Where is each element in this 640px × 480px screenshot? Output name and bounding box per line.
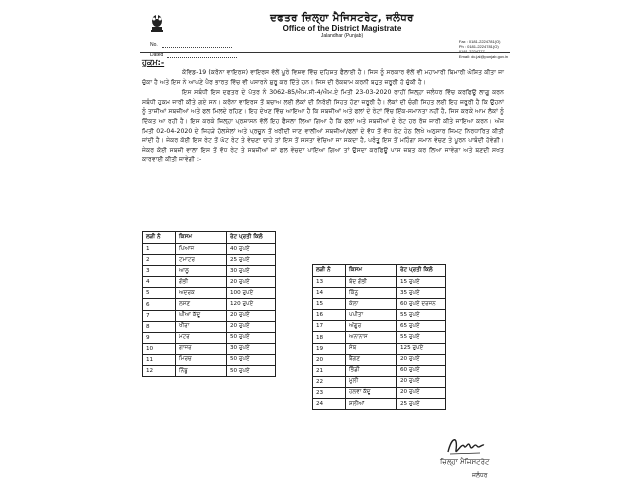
serial-cell: 9 [143, 332, 176, 343]
serial-cell: 17 [313, 321, 346, 332]
number-label: No. [150, 42, 158, 48]
col-header-serial: ਲੜੀ ਨੰ [143, 232, 176, 244]
serial-cell: 11 [143, 354, 176, 365]
serial-cell: 14 [313, 288, 346, 299]
item-cell: ਅੰਗੂਰ [346, 321, 397, 332]
table-row [313, 343, 446, 354]
table-row [313, 321, 446, 332]
number-blank [162, 40, 232, 48]
item-cell: ਗੋਭੀ [176, 277, 227, 288]
rate-cell: 50 ਰੁਪਏ [227, 332, 276, 343]
serial-cell: 18 [313, 332, 346, 343]
item-cell: ਸੇਬ [346, 343, 397, 354]
serial-cell: 6 [143, 299, 176, 310]
table-row [143, 354, 276, 365]
dated-label: Dated [150, 52, 164, 58]
item-cell: ਪਪੀਤਾ [346, 310, 397, 321]
serial-cell: 5 [143, 288, 176, 299]
rate-cell: 65 ਰੁਪਏ [397, 321, 446, 332]
serial-cell: 4 [143, 277, 176, 288]
item-cell: ਅਨਾਨਾਸ [346, 332, 397, 343]
serial-cell: 24 [313, 399, 346, 410]
rate-cell: 40 ਰੁਪਏ [227, 244, 276, 255]
item-cell: ਸ਼ਲੀਆਂ [346, 399, 397, 410]
contact-line: Fax : 0181-2224781(O) [458, 39, 501, 44]
item-cell: ਪਿਆਜ [176, 244, 227, 255]
contact-line: 0181-2224777 [458, 49, 485, 54]
table-row [143, 255, 276, 266]
contact-block [459, 39, 508, 59]
rate-cell: 25 ਰੁਪਏ [227, 255, 276, 266]
table-row [143, 277, 276, 288]
table-row [313, 376, 446, 387]
table-row [313, 288, 446, 299]
rate-cell: 20 ਰੁਪਏ [397, 387, 446, 398]
table-row [313, 332, 446, 343]
item-cell: ਭਿੰਡੀ [346, 365, 397, 376]
item-cell: ਗਾਜਰ [176, 343, 227, 354]
order-paragraph: ਇਸ ਸਬੰਧੀ ਇਸ ਦਫਤਰ ਦੇ ਪੱਤਰ ਨੰ 3062-85/ਐਮ.ਸੀ-4/ਐਮ.ਏ ਮਿਤੀ 23-03-2020 ਰਾਹੀਂ ਜ਼ਿਲ੍ਹਾ ਜਲੰਧਰ ਵਿੱਚ ਕਰਫਿਊ ਲਾਗੂ ਕਰਨ ਸਬੰਧੀ ਹੁਕਮ ਜਾਰੀ ਕੀਤੇ ਗਏ ਸਨ। ਕਰੋਨਾ ਵਾਇਰਸ ਤੋਂ ਬਚਾਅ ਲਈ ਲੋਕਾਂ ਦੀ ਨਿਰੋਈ ਸਿਹਤ ਹੋਣਾ ਜ਼ਰੂਰੀ ਹੈ। ਲੋਕਾਂ ਦੀ ਚੰਗੀ ਸਿਹਤ ਲਈ ਇਹ ਜ਼ਰੂਰੀ ਹੈ ਕਿ ਉਹਨਾਂ ਨੂੰ ਤਾਜ਼ੀਆਂ ਸਬਜ਼ੀਆਂ ਅਤੇ ਫਲ ਮਿਲਦੇ ਰਹਿਣ। ਇਹ ਦੇਖਣ ਵਿੱਚ ਆਇਆ ਹੈ ਕਿ ਸਬਜ਼ੀਆਂ ਅਤੇ ਫਲਾਂ ਦੇ ਰੇਟਾਂ ਵਿੱਚ ਇੱਕ-ਸਮਾਨਤਾ ਨਹੀਂ ਹੈ, ਜਿਸ ਕਰਕੇ ਆਮ ਲੋਕਾਂ ਨੂੰ ਦਿੱਕਤ ਆ ਰਹੀ ਹੈ। ਇਸ ਕਰਕੇ ਜ਼ਿਲ੍ਹਾ ਪ੍ਰਸ਼ਾਸਨ ਵੱਲੋਂ ਇਹ ਫੈਸਲਾ ਲਿਆ ਗਿਆ ਹੈ ਕਿ ਫਲਾਂ ਅਤੇ ਸਬਜ਼ੀਆਂ ਦੇ ਰੇਟ ਹਰ ਰੋਜ਼ ਜਾਰੀ ਕੀਤੇ ਜਾਇਆ ਕਰਨ। ਅੱਜ ਮਿਤੀ 02-04-2020 ਦੇ ਜਿਹੜੇ ਹੋਲਸੇਲਾਂ ਅਤੇ ਪ੍ਰਚੂਨ ਤੋਂ ਖਰੀਦੀ ਜਾਣ ਵਾਲੀਆਂ ਸਬਜ਼ੀਆਂ/ਫਲਾਂ ਦੇ ਵੱਧ ਤੋਂ ਵੱਧ ਰੇਟ ਹੇਠ ਲਿਖੇ ਅਨੁਸਾਰ ਜਿਮਟ ਨਿਰਧਾਰਿਤ ਕੀਤੀ ਜਾਂਦੀ ਹੈ। ਜੇਕਰ ਕੋਈ ਇਸ ਰੇਟ ਤੋਂ ਘੱਟ ਰੇਟ ਤੇ ਵੇਚਣਾ ਚਾਹੇ ਤਾਂ ਇਸ ਤੋਂ ਸਸਤਾ ਵੇਚਿਆ ਜਾ ਸਕਦਾ ਹੈ, ਪਰੰਤੂ ਇਸ ਤੋਂ ਮਹਿੰਗਾ ਸਮਾਨ ਵੇਚਣ ਤੇ ਪੂਰਨ ਪਾਬੰਦੀ ਹੋਵੇਗੀ। ਜੇਕਰ ਕੋਈ ਸਬਜ਼ੀ ਵਾਲਾ ਇਸ ਤੋਂ ਵੱਧ ਰੇਟ ਤੇ ਸਬਜ਼ੀਆਂ ਜਾਂ ਫਲ ਵੇਚਦਾ ਪਾਇਆ ਗਿਆ ਤਾਂ ਉਸਦਾ ਕਰਫਿਊ ਪਾਸ ਜ਼ਬਤ ਕਰ ਲਿਆ ਜਾਵੇਗਾ ਅਤੇ ਬਣਦੀ ਸਖਤ ਕਾਰਵਾਈ ਕੀਤੀ ਜਾਵੇਗੀ :- [142, 89, 504, 164]
serial-cell: 13 [313, 277, 346, 288]
item-cell: ਘੀਆ ਕੱਦੂ [176, 310, 227, 321]
rate-cell: 35 ਰੁਪਏ [397, 288, 446, 299]
item-cell: ਲਸਣ [176, 299, 227, 310]
office-city: Jalandhar (Punjab) [320, 33, 364, 39]
rate-cell: 120 ਰੁਪਏ [227, 299, 276, 310]
serial-cell: 16 [313, 310, 346, 321]
signatory-designation: ਜ਼ਿਲ੍ਹਾ ਮੈਜਿਸਟਰੇਟ [440, 458, 490, 466]
item-cell: ਅਦਰਕ [176, 288, 227, 299]
table-row [143, 343, 276, 354]
table-row [313, 310, 446, 321]
rate-cell: 60 ਰੁਪਏ ਦਰਜਨ [397, 299, 446, 310]
col-header-rate: ਰੇਟ ਪ੍ਰਤੀ ਕਿਲੋ [227, 232, 276, 244]
rate-cell: 20 ਰੁਪਏ [227, 321, 276, 332]
table-row [143, 310, 276, 321]
header-divider [140, 52, 510, 53]
table-row [143, 332, 276, 343]
serial-cell: 8 [143, 321, 176, 332]
item-cell: ਬੰਦ ਗੋਭੀ [346, 277, 397, 288]
contact-line: Email: dc.jal@punjab.gov.in [458, 54, 508, 59]
order-heading: ਹੁਕਮ:- [142, 58, 165, 67]
item-cell: ਖੀਰਾ [176, 321, 227, 332]
rate-cell: 50 ਰੁਪਏ [227, 366, 276, 377]
rate-cell: 20 ਰੁਪਏ [397, 376, 446, 387]
rate-cell: 60 ਰੁਪਏ [397, 365, 446, 376]
table-row [143, 299, 276, 310]
rate-cell: 25 ਰੁਪਏ [397, 399, 446, 410]
item-cell: ਹਲਵਾ ਕੱਦੂ [346, 387, 397, 398]
table-row [143, 266, 276, 277]
table-row [143, 321, 276, 332]
table-row [143, 366, 276, 377]
table-row [313, 399, 446, 410]
serial-cell: 15 [313, 299, 346, 310]
table-row [313, 299, 446, 310]
signatory-city: ਜਲੰਧਰ [472, 472, 488, 479]
item-cell: ਬੈਂਗਣ [346, 354, 397, 365]
serial-cell: 2 [143, 255, 176, 266]
contact-line: Ph : 0181-2224781(O) [458, 44, 499, 49]
item-cell: ਟਮਾਟਰ [176, 255, 227, 266]
reference-fields [150, 40, 237, 60]
rates-table-right [312, 264, 446, 410]
rate-cell: 20 ਰੁਪਏ [227, 277, 276, 288]
serial-cell: 20 [313, 354, 346, 365]
rate-cell: 30 ਰੁਪਏ [227, 343, 276, 354]
office-title-english: Office of the District Magistrate [282, 24, 402, 33]
table-row [313, 387, 446, 398]
col-header-rate: ਰੇਟ ਪ੍ਰਤੀ ਕਿਲੋ [397, 265, 446, 277]
serial-cell: 12 [143, 366, 176, 377]
col-header-serial: ਲੜੀ ਨੰ [313, 265, 346, 277]
table-row [313, 365, 446, 376]
rates-table-left [142, 231, 276, 377]
letterhead [126, 0, 514, 59]
state-emblem-icon [148, 12, 166, 34]
rate-cell: 55 ਰੁਪਏ [397, 332, 446, 343]
serial-cell: 22 [313, 376, 346, 387]
table-row [143, 288, 276, 299]
item-cell: ਕਿੰਨੂ [346, 288, 397, 299]
table-row [313, 277, 446, 288]
serial-cell: 10 [143, 343, 176, 354]
serial-cell: 1 [143, 244, 176, 255]
item-cell: ਨਿੰਬੂ [176, 366, 227, 377]
rate-cell: 50 ਰੁਪਏ [227, 354, 276, 365]
order-paragraph: ਕੋਵਿਡ-19 (ਕਰੋਨਾ ਵਾਇਰਸ) ਵਾਇਰਸ ਵੱਲੋਂ ਪੂਰੇ ਵਿਸ਼ਵ ਵਿੱਚ ਦਹਿਸ਼ਤ ਫੈਲਾਈ ਹੈ। ਜਿਸ ਨੂੰ ਸਰਕਾਰ ਵੱਲੋਂ ਵੀ ਮਹਾਮਾਰੀ ਬਿਮਾਰੀ ਘੋਸ਼ਿਤ ਕੀਤਾ ਜਾ ਚੁੱਕਾ ਹੈ ਅਤੇ ਇਸ ਨੇ ਆਪਣੇ ਪੈਰ ਭਾਰਤ ਵਿੱਚ ਵੀ ਪਸਾਰਨੇ ਸ਼ੁਰੂ ਕਰ ਦਿੱਤੇ ਹਨ। ਜਿਸ ਦੀ ਰੋਕਥਾਮ ਕਰਨੀ ਬਹੁਤ ਜ਼ਰੂਰੀ ਹੋ ਚੁੱਕੀ ਹੈ। [142, 69, 504, 86]
serial-cell: 7 [143, 310, 176, 321]
signature-image [446, 432, 486, 458]
serial-cell: 21 [313, 365, 346, 376]
office-title-punjabi: ਦਫਤਰ ਜ਼ਿਲ੍ਹਾ ਮੈਜਿਸਟਰੇਟ, ਜਲੰਧਰ [270, 13, 414, 24]
rate-cell: 30 ਰੁਪਏ [227, 266, 276, 277]
order-body [142, 68, 504, 165]
serial-cell: 3 [143, 266, 176, 277]
rate-cell: 100 ਰੁਪਏ [227, 288, 276, 299]
rate-cell: 55 ਰੁਪਏ [397, 310, 446, 321]
item-cell: ਆਲੂ [176, 266, 227, 277]
col-header-item: ਕਿਸਮ [176, 232, 227, 244]
serial-cell: 23 [313, 387, 346, 398]
serial-cell: 19 [313, 343, 346, 354]
item-cell: ਕੇਲਾ [346, 299, 397, 310]
table-row [143, 244, 276, 255]
rate-cell: 20 ਰੁਪਏ [227, 310, 276, 321]
rate-cell: 125 ਰੁਪਏ [397, 343, 446, 354]
rate-cell: 20 ਰੁਪਏ [397, 354, 446, 365]
document-page [126, 0, 514, 480]
item-cell: ਮਿਰਚ [176, 354, 227, 365]
col-header-item: ਕਿਸਮ [346, 265, 397, 277]
rate-cell: 15 ਰੁਪਏ [397, 277, 446, 288]
table-row [313, 354, 446, 365]
item-cell: ਮਟਰ [176, 332, 227, 343]
item-cell: ਮੂਲੀ [346, 376, 397, 387]
